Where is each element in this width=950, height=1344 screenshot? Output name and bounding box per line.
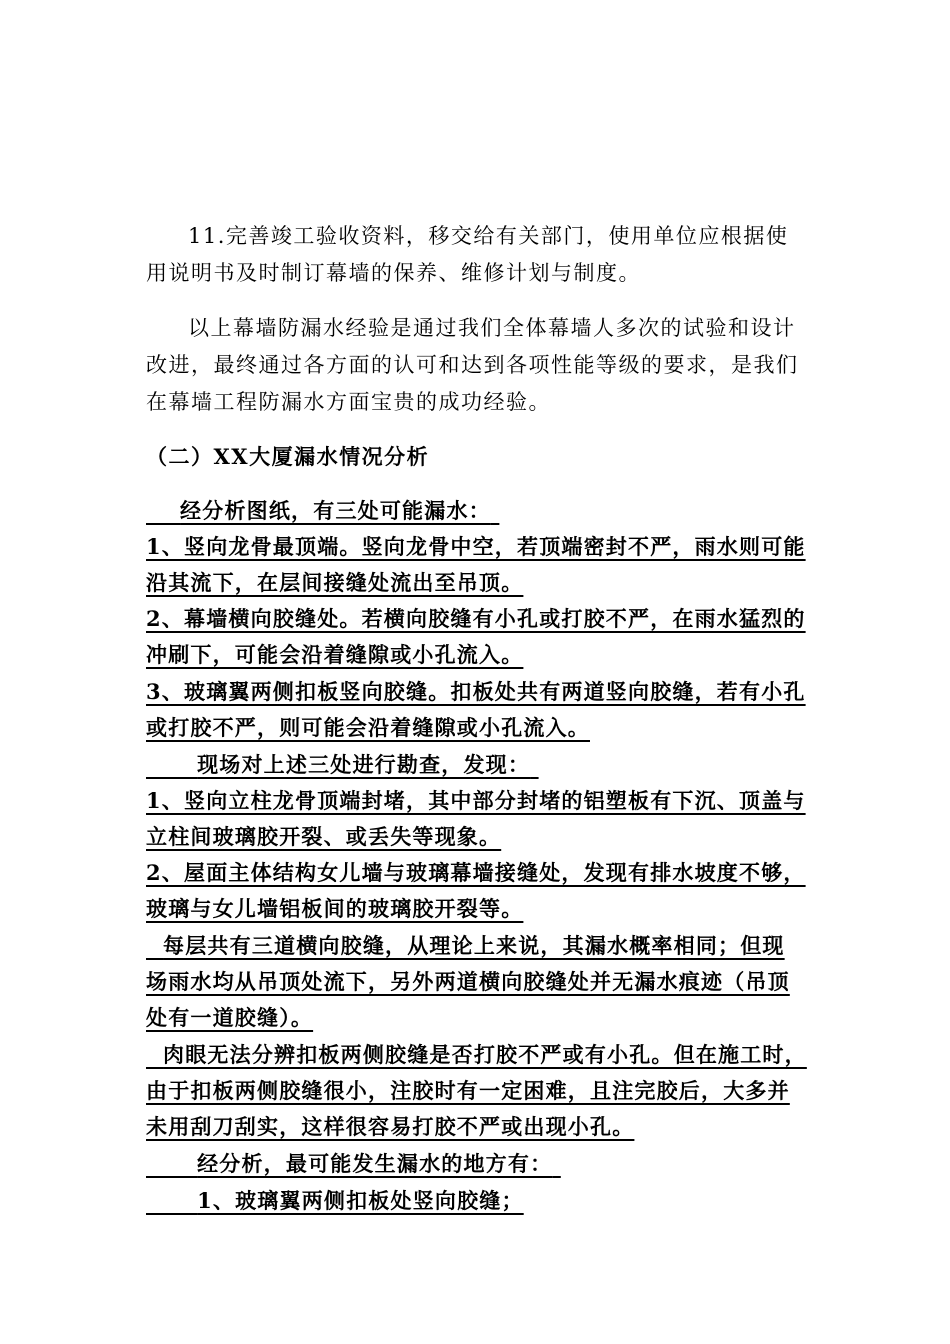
seam-analysis-line-3: 处有一道胶缝）。 <box>146 1005 314 1030</box>
cover-seam-line-2: 由于扣板两侧胶缝很小，注胶时有一定困难，且注完胶后，大多并 <box>146 1078 790 1103</box>
leak-point-1-line-1: 1、竖向龙骨最顶端。竖向龙骨中空，若顶端密封不严，雨水则可能 <box>146 534 806 559</box>
finding-1-line-2: 立柱间玻璃胶开裂、或丢失等现象。 <box>146 824 502 849</box>
leak-point-2-line-2: 冲刷下，可能会沿着缝隙或小孔流入。 <box>146 642 524 667</box>
inspection-intro: 现场对上述三处进行勘查，发现： <box>197 752 531 777</box>
leak-point-2-line-1: 2、幕墙横向胶缝处。若横向胶缝有小孔或打胶不严，在雨水猛烈的 <box>146 606 806 631</box>
conclusion-intro: 经分析，最可能发生漏水的地方有： <box>197 1151 553 1176</box>
leak-point-1-line-2: 沿其流下，在层间接缝处流出至吊顶。 <box>146 570 524 595</box>
seam-analysis-line-1: 每层共有三道横向胶缝，从理论上来说，其漏水概率相同；但现 <box>163 933 785 958</box>
analysis-intro: 经分析图纸，有三处可能漏水： <box>180 498 491 523</box>
finding-2-line-2: 玻璃与女儿墙铝板间的玻璃胶开裂等。 <box>146 896 524 921</box>
paragraph-item-11: 11.完善竣工验收资料，移交给有关部门，使用单位应根据使用说明书及时制订幕墙的保养、维修计划与制度。 <box>146 224 789 285</box>
leak-point-3-line-1: 3、玻璃翼两侧扣板竖向胶缝。扣板处共有两道竖向胶缝，若有小孔 <box>146 679 806 704</box>
paragraph-summary: 以上幕墙防漏水经验是通过我们全体幕墙人多次的试验和设计改进，最终通过各方面的认可和达到各项性能等级的要求，是我们在幕墙工程防漏水方面宝贵的成功经验。 <box>146 316 799 414</box>
finding-2-line-1: 2、屋面主体结构女儿墙与玻璃幕墙接缝处，发现有排水坡度不够， <box>146 860 806 885</box>
conclusion-item-1: 1、玻璃翼两侧扣板处竖向胶缝； <box>197 1188 524 1213</box>
cover-seam-line-1: 肉眼无法分辨扣板两侧胶缝是否打胶不严或有小孔。但在施工时， <box>163 1042 807 1067</box>
seam-analysis-line-2: 场雨水均从吊顶处流下，另外两道横向胶缝处并无漏水痕迹（吊顶 <box>146 969 790 994</box>
section-heading: （二）XX大厦漏水情况分析 <box>146 444 430 469</box>
finding-1-line-1: 1、竖向立柱龙骨顶端封堵，其中部分封堵的铝塑板有下沉、顶盖与 <box>146 788 806 813</box>
cover-seam-line-3: 未用刮刀刮实，这样很容易打胶不严或出现小孔。 <box>146 1114 635 1139</box>
leak-point-3-line-2: 或打胶不严，则可能会沿着缝隙或小孔流入。 <box>146 715 590 740</box>
